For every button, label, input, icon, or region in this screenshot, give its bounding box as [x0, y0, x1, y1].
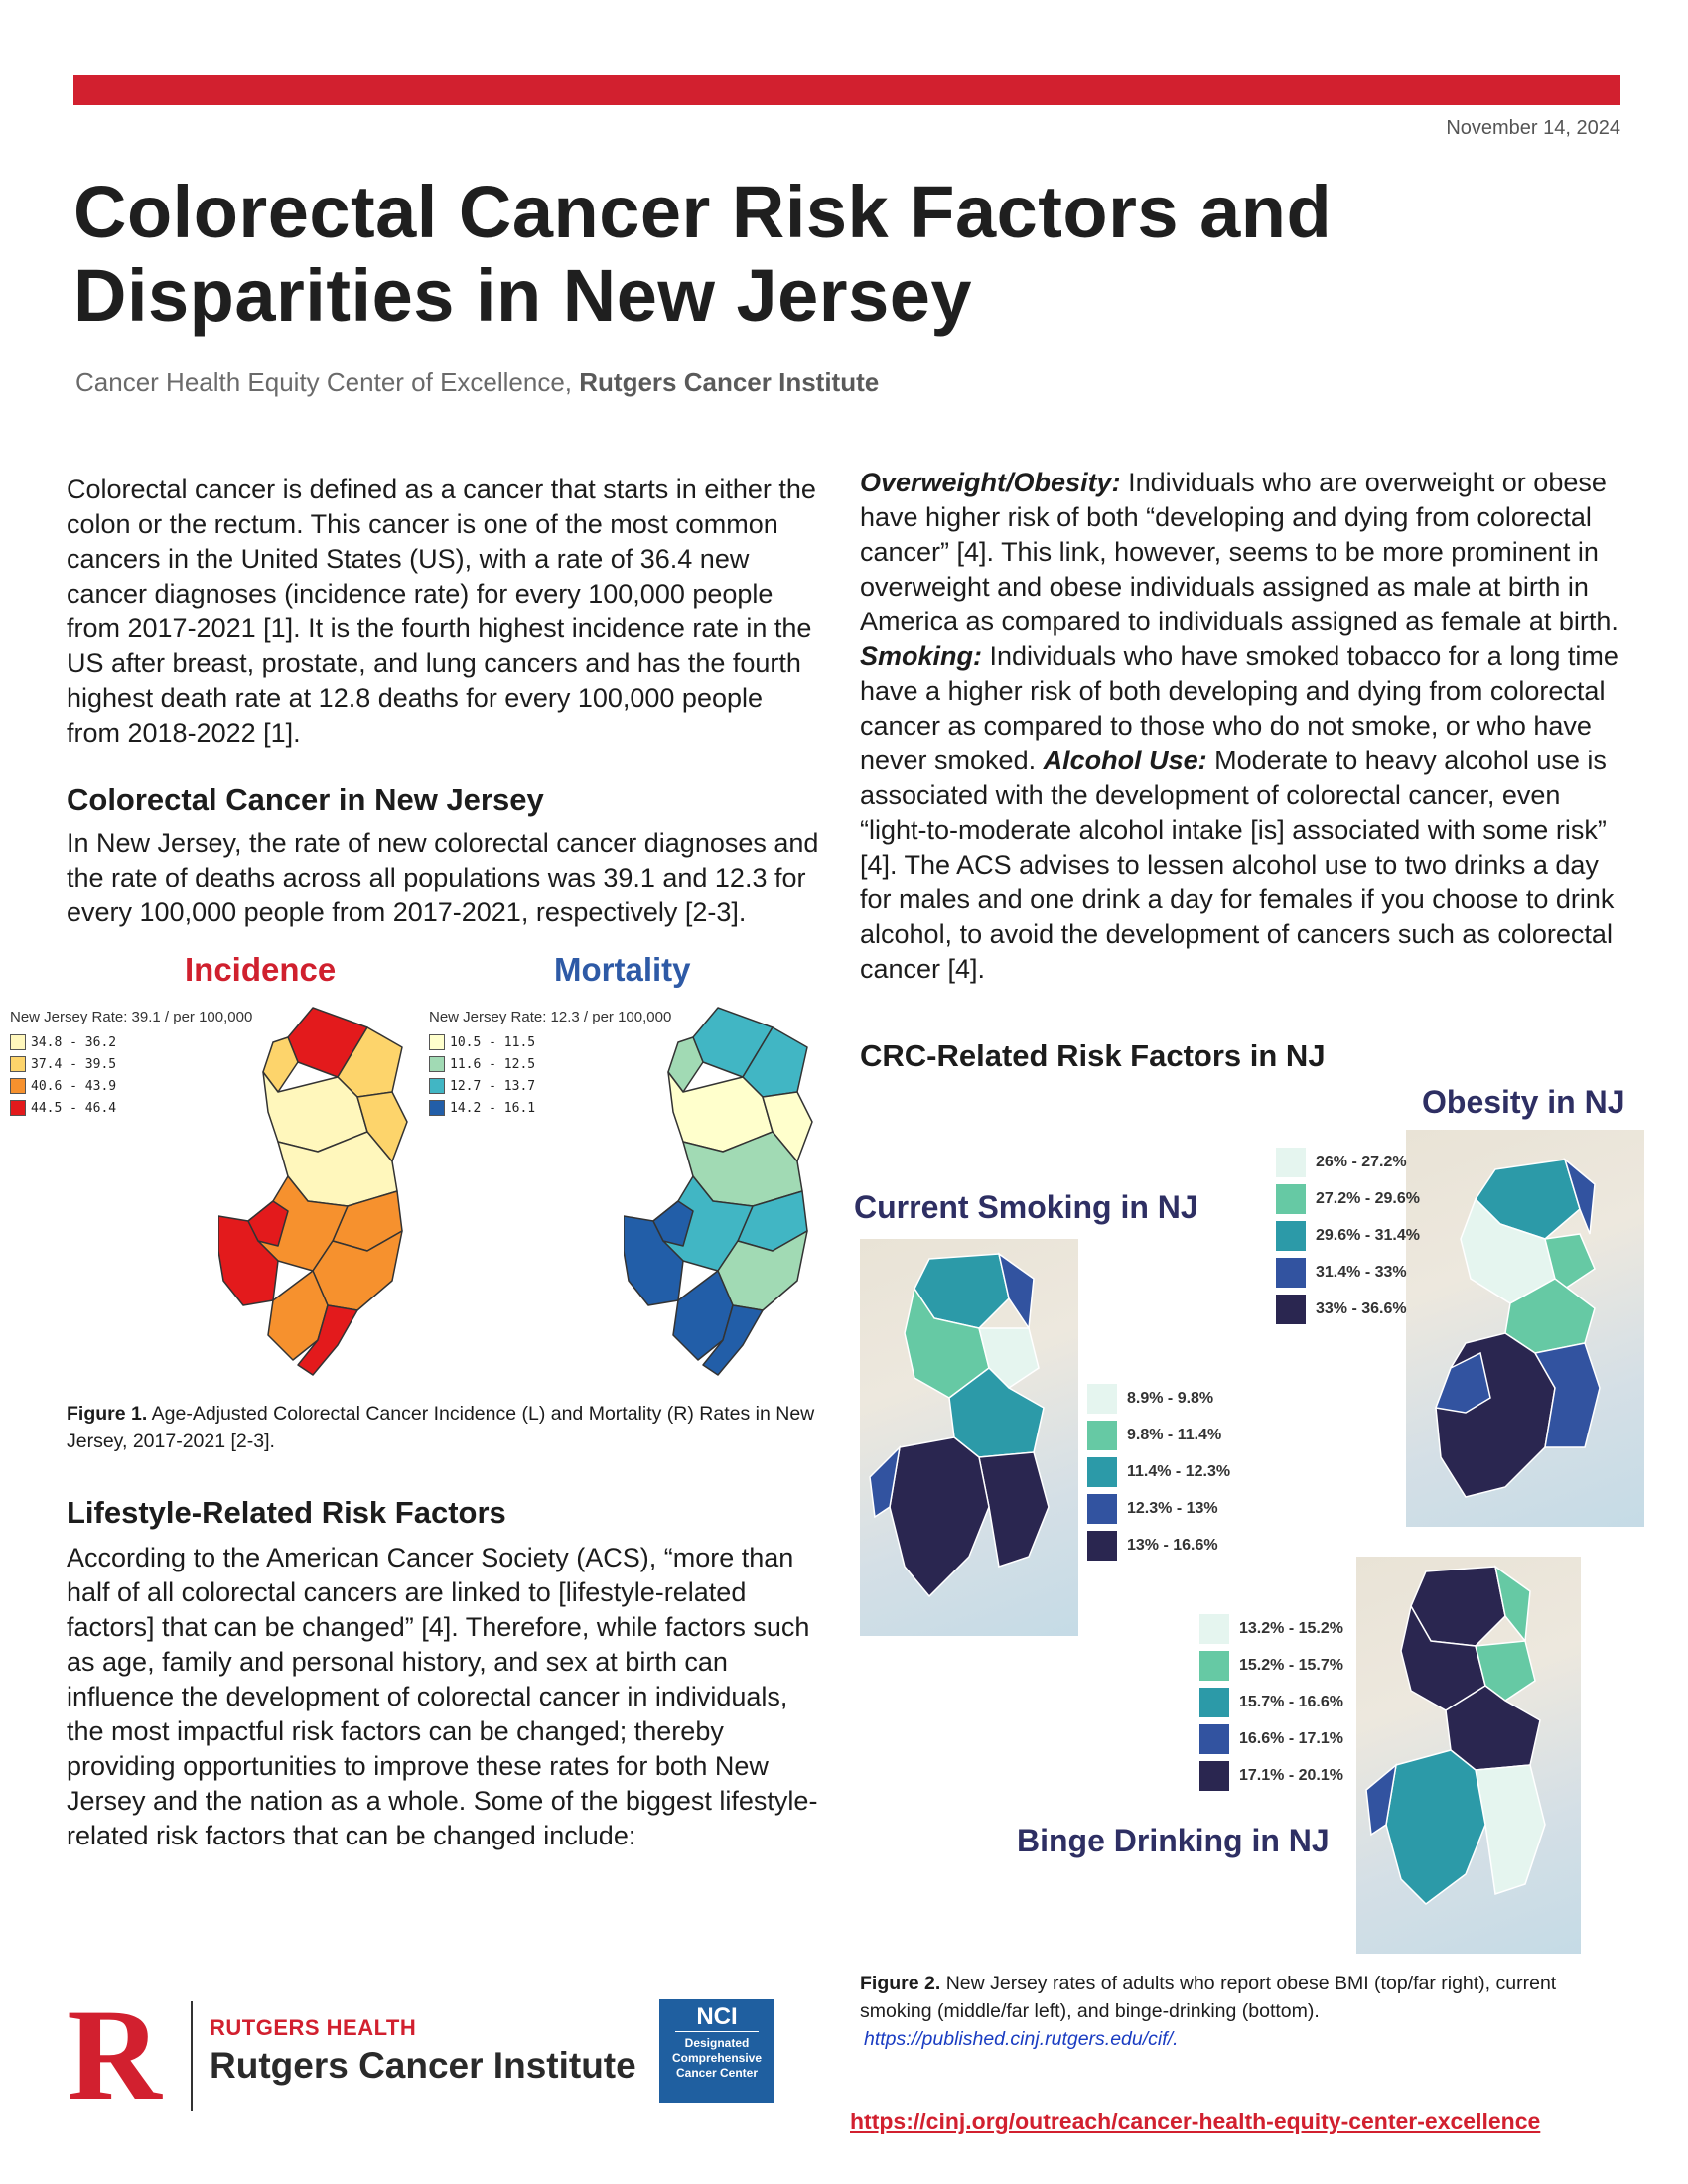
- binge-legend-swatch: [1199, 1761, 1229, 1791]
- lifestyle-paragraph: According to the American Cancer Society (ACS), “more than half of all colorectal cancers are linked to [lifestyle-related factors] that can be changed” [4]. Therefore, while factors such as age, family and personal history, and sex at birth can influence the development of colorectal cancer in individuals, the most impactful risk factors can be changed; thereby providing opportunities to improve these rates for both New Jersey and the nation as a whole. Some of the biggest lifestyle-related risk factors that can be changed include:: [67, 1543, 818, 1850]
- rutgers-health-label: RUTGERS HEALTH: [210, 2015, 417, 2040]
- mortality-map: [624, 1003, 832, 1380]
- subtitle-prefix: Cancer Health Equity Center of Excellence,: [75, 367, 580, 397]
- mortality-legend-label: 14.2 - 16.1: [450, 1100, 536, 1116]
- page-title: [73, 171, 1563, 338]
- incidence-legend-item: [10, 1031, 252, 1053]
- binge-title: Binge Drinking in NJ: [1017, 1823, 1330, 1858]
- incidence-state-rate: New Jersey Rate: 39.1 / per 100,000: [10, 1009, 253, 1025]
- obesity-legend: [1276, 1144, 1420, 1327]
- incidence-legend-swatch: [10, 1100, 26, 1116]
- incidence-legend-label: 44.5 - 46.4: [31, 1100, 117, 1116]
- subtitle: [75, 367, 879, 398]
- smoking-legend-label: 11.4% - 12.3%: [1127, 1462, 1231, 1480]
- subtitle-org: Rutgers Cancer Institute: [579, 367, 880, 397]
- rutgers-cancer-institute-label: Rutgers Cancer Institute: [210, 2045, 636, 2086]
- obesity-map: [1406, 1130, 1644, 1527]
- incidence-title: Incidence: [185, 951, 337, 988]
- obesity-legend-item: [1276, 1217, 1420, 1254]
- smoking-map-shapes: [860, 1239, 1078, 1636]
- mortality-legend-swatch: [429, 1100, 445, 1116]
- smoking-legend-label: 12.3% - 13%: [1127, 1499, 1218, 1517]
- logo-divider: [191, 2001, 193, 2111]
- title-line-1: Colorectal Cancer Risk Factors and: [73, 171, 1333, 253]
- smoking-legend-item: [1087, 1453, 1230, 1490]
- binge-legend-swatch: [1199, 1651, 1229, 1681]
- mortality-legend-swatch: [429, 1034, 445, 1050]
- smoking-legend-label: 9.8% - 11.4%: [1127, 1426, 1222, 1443]
- nci-comprehensive: Comprehensive: [671, 2051, 763, 2065]
- obesity-label: Overweight/Obesity:: [860, 468, 1121, 497]
- mortality-legend-label: 10.5 - 11.5: [450, 1034, 536, 1050]
- obesity-legend-item: [1276, 1180, 1420, 1217]
- smoking-legend-item: [1087, 1417, 1230, 1453]
- obesity-legend-item: [1276, 1144, 1420, 1180]
- incidence-legend: [10, 1009, 252, 1119]
- smoking-legend-swatch: [1087, 1531, 1117, 1561]
- mortality-legend-swatch: [429, 1078, 445, 1094]
- smoking-legend-swatch: [1087, 1421, 1117, 1450]
- intro-paragraph: Colorectal cancer is defined as a cancer that starts in either the colon or the rectum. This cancer is one of the most common cancers in the United States (US), with a rate of 36.4 new cancer diagnoses (incidence rate) for every 100,000 people from 2017-2021 [1]. It is the fourth highest incidence rate in the US after breast, prostate, and lung cancers and has the fourth highest death rate at 12.8 deaths for every 100,000 people from 2018-2022 [1].: [67, 475, 816, 748]
- smoking-legend-label: 13% - 16.6%: [1127, 1536, 1218, 1554]
- incidence-legend-label: 40.6 - 43.9: [31, 1078, 117, 1094]
- incidence-legend-swatch: [10, 1056, 26, 1072]
- obesity-legend-item: [1276, 1254, 1420, 1291]
- incidence-legend-item: [10, 1097, 252, 1119]
- obesity-legend-swatch: [1276, 1295, 1306, 1324]
- smoking-label: Smoking:: [860, 641, 983, 671]
- nj-paragraph: In New Jersey, the rate of new colorectal cancer diagnoses and the rate of deaths across all populations was 39.1 and 12.3 for every 100,000 people from 2017-2021, respectively [2-3].: [67, 828, 819, 927]
- incidence-legend-swatch: [10, 1078, 26, 1094]
- binge-legend-swatch: [1199, 1724, 1229, 1754]
- incidence-legend-item: [10, 1053, 252, 1075]
- binge-legend-label: 17.1% - 20.1%: [1239, 1766, 1343, 1784]
- obesity-legend-swatch: [1276, 1221, 1306, 1251]
- figure-2-link[interactable]: https://published.cinj.rutgers.edu/cif/.: [864, 2028, 1179, 2050]
- obesity-legend-swatch: [1276, 1258, 1306, 1288]
- smoking-region-se: [979, 1452, 1049, 1567]
- incidence-legend-item: [10, 1075, 252, 1097]
- outreach-link[interactable]: https://cinj.org/outreach/cancer-health-equity-center-excellence: [850, 2109, 1541, 2134]
- smoking-text: Individuals who have smoked tobacco for a long time have a higher risk of both developing and dying from colorectal cancer as compared to those who do not smoke, or who have never smoked.: [860, 641, 1618, 775]
- alcohol-label: Alcohol Use:: [1043, 746, 1207, 775]
- binge-legend-swatch: [1199, 1688, 1229, 1717]
- crc-heading: CRC-Related Risk Factors in NJ: [860, 1038, 1326, 1073]
- smoking-legend-swatch: [1087, 1457, 1117, 1487]
- lifestyle-heading: Lifestyle-Related Risk Factors: [67, 1495, 506, 1530]
- smoking-legend-item: [1087, 1527, 1230, 1564]
- smoking-title: Current Smoking in NJ: [854, 1189, 1198, 1225]
- binge-map-shapes: [1356, 1557, 1581, 1954]
- smoking-legend-item: [1087, 1490, 1230, 1527]
- top-accent-bar: [73, 75, 1620, 105]
- binge-legend-item: [1199, 1610, 1343, 1647]
- figure-1-label: Figure 1.: [67, 1403, 148, 1425]
- smoking-legend-swatch: [1087, 1384, 1117, 1414]
- smoking-legend-item: [1087, 1380, 1230, 1417]
- incidence-map: [218, 1003, 427, 1380]
- mortality-legend-swatch: [429, 1056, 445, 1072]
- mortality-legend-label: 11.6 - 12.5: [450, 1056, 536, 1072]
- nci-badge: [659, 1999, 774, 2103]
- obesity-legend-label: 33% - 36.6%: [1316, 1299, 1407, 1317]
- obesity-legend-label: 27.2% - 29.6%: [1316, 1189, 1420, 1207]
- smoking-legend: [1087, 1380, 1230, 1564]
- nci-designated: Designated: [684, 2036, 750, 2050]
- rutgers-r-logo: R: [67, 1981, 162, 2127]
- mortality-title: Mortality: [554, 951, 691, 988]
- obesity-legend-label: 29.6% - 31.4%: [1316, 1226, 1420, 1244]
- nj-heading: Colorectal Cancer in New Jersey: [67, 782, 544, 817]
- risk-factors-paragraph: [860, 466, 1620, 987]
- nci-cancer-center: Cancer Center: [675, 2066, 759, 2080]
- obesity-text: Individuals who are overweight or obese have higher risk of both “developing and dying from colorectal cancer” [4]. This link, however, seems to be more prominent in overweight and obese individuals assigned as male at birth in America as compared to individuals assigned as female at birth.: [860, 468, 1618, 636]
- obesity-legend-label: 31.4% - 33%: [1316, 1263, 1407, 1281]
- title-line-2: Disparities in New Jersey: [73, 254, 973, 337]
- incidence-legend-label: 34.8 - 36.2: [31, 1034, 117, 1050]
- figure-2-text: New Jersey rates of adults who report obese BMI (top/far right), current smoking (middle/far left), and binge-drinking (bottom).: [860, 1973, 1557, 2022]
- smoking-legend-swatch: [1087, 1494, 1117, 1524]
- binge-legend-label: 16.6% - 17.1%: [1239, 1729, 1343, 1747]
- binge-region-se: [1476, 1765, 1545, 1894]
- smoking-map: [860, 1239, 1078, 1636]
- binge-legend-item: [1199, 1684, 1343, 1720]
- figure-2-label: Figure 2.: [860, 1973, 941, 1994]
- mortality-state-rate: New Jersey Rate: 12.3 / per 100,000: [429, 1009, 672, 1025]
- binge-legend-label: 13.2% - 15.2%: [1239, 1619, 1343, 1637]
- alcohol-text: Moderate to heavy alcohol use is associated with the development of colorectal cancer, even “light-to-moderate alcohol intake [is] associated with some risk” [4]. The ACS advises to lessen alcohol use to two drinks a day for males and one drink a day for females if you choose to drink alcohol, to avoid the development of cancers such as colorectal cancer [4].: [860, 746, 1615, 984]
- smoking-legend-label: 8.9% - 9.8%: [1127, 1389, 1214, 1407]
- incidence-legend-swatch: [10, 1034, 26, 1050]
- obesity-legend-swatch: [1276, 1148, 1306, 1177]
- mortality-legend-label: 12.7 - 13.7: [450, 1078, 536, 1094]
- binge-region-south: [1386, 1750, 1485, 1904]
- obesity-legend-swatch: [1276, 1184, 1306, 1214]
- obesity-legend-item: [1276, 1291, 1420, 1327]
- binge-legend-label: 15.7% - 16.6%: [1239, 1693, 1343, 1710]
- smoking-region-south: [890, 1437, 989, 1596]
- binge-legend: [1199, 1610, 1343, 1794]
- binge-legend-item: [1199, 1757, 1343, 1794]
- figure-2-caption: [860, 1970, 1624, 2053]
- figure-1-caption: [67, 1400, 821, 1455]
- binge-legend-item: [1199, 1720, 1343, 1757]
- binge-map: [1356, 1557, 1581, 1954]
- nci-label: NCI: [675, 2003, 759, 2032]
- incidence-legend-label: 37.4 - 39.5: [31, 1056, 117, 1072]
- figure-1-text: Age-Adjusted Colorectal Cancer Incidence (L) and Mortality (R) Rates in New Jersey, 2017-2021 [2-3].: [67, 1403, 815, 1452]
- binge-legend-item: [1199, 1647, 1343, 1684]
- binge-legend-swatch: [1199, 1614, 1229, 1644]
- binge-legend-label: 15.2% - 15.7%: [1239, 1656, 1343, 1674]
- obesity-title: Obesity in NJ: [1422, 1084, 1625, 1120]
- obesity-map-shapes: [1406, 1130, 1644, 1527]
- publication-date: November 14, 2024: [1446, 117, 1620, 139]
- obesity-legend-label: 26% - 27.2%: [1316, 1153, 1407, 1170]
